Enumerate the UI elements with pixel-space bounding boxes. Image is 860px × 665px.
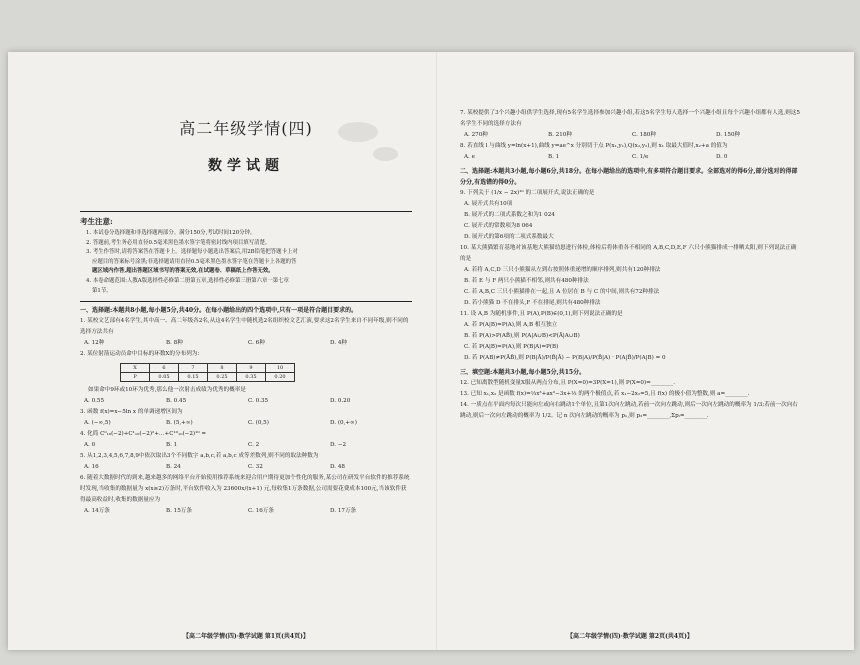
- notice-item: 3. 考生作答时,请将答案答在答题卡上。选择题每小题选出答案后,用2B铅笔把答题卡上对: [86, 249, 298, 256]
- option: A. 展开式共有10项: [464, 201, 513, 207]
- option: B. 若 P(A)>P(AB̄),则 P(A|A∪B)<P(Ā|A∪B): [464, 333, 580, 339]
- question-14: 14. 一质点在平面内每次只能向左或向右跳动1个单位,且第1次向左跳动,若前一次向左跳动,则后一次向左跳动的概率为 1/3;若前一次向右跳动,则后一次向左跳动的概率为 1/2。记 n 次向左跳动的概率为 pₙ,则 p₃=________,Σpᵢ=________.: [460, 402, 798, 419]
- table-cell: 0.25: [208, 373, 237, 382]
- question-9: 9. 下列关于 (1/x − 2x)¹⁰ 的二项展开式,说法正确的是: [460, 190, 595, 196]
- notice-divider: [80, 301, 412, 302]
- option: A. 0.55: [84, 398, 105, 405]
- page-footer: 【高二年级学情(四)·数学试题 第1页(共4页)】: [183, 633, 309, 640]
- question-3: 3. 函数 f(x)=x−5ln x 的单调递增区间为: [80, 409, 183, 416]
- section-3-heading: 三、填空题:本题共3小题,每小题5分,共15分。: [460, 369, 586, 376]
- option: A. 12种: [84, 340, 105, 347]
- table-cell: X: [121, 364, 150, 373]
- table-cell: 0.05: [150, 373, 179, 382]
- option: A. 14万条: [84, 508, 110, 515]
- notice-item: 应题目的答案标号涂黑;非选择题请用直径0.5毫米黑色墨水签字笔在答题卡上各题的答: [92, 258, 297, 265]
- question-2-text: 如果命中9环或10环为优秀,那么他一次射击成绩为优秀的概率是: [88, 387, 246, 394]
- question-2-options: [80, 396, 412, 407]
- table-row: [121, 373, 295, 382]
- option: C. 若 A,B,C 三只小熊猫排在一起,且 A 位居在 B 与 C 的中间,则共有72种排法: [464, 289, 660, 295]
- exam-title: 高二年级学情(四): [179, 119, 313, 138]
- page-2: [460, 60, 800, 642]
- option: D. 0.20: [330, 398, 351, 405]
- page-fold: [436, 52, 437, 650]
- question-10: 10. 某大熊猫繁育基地对该基地大熊猫幼崽进行体检,体检后将体重各不相同的 A,B,C,D,E,F 六只小熊猫排成一排晒太阳,则下列说法正确的是: [460, 245, 797, 262]
- option: C. 若 P(A|B)=P(A),则 P(B|A)=P(B): [464, 344, 559, 350]
- question-7: 7. 某校提供了3个兴趣小组供学生选择,现有5名学生选择参加兴趣小组,若这5名学生每人选择一个兴趣小组且每个兴趣小组都有人选,则这5名学生不同的选择方法有: [460, 110, 800, 127]
- exam-sheet: [8, 52, 854, 650]
- option: C. 0.35: [248, 398, 269, 405]
- option: C. (0,5): [248, 420, 269, 427]
- option: D. 4种: [330, 340, 347, 347]
- option: D. 若 P(AB)≠P(ĀB̄),则 P(B|Ā)/P(B̄|Ā) − P(B|A)/P(B̄|A) · P(A|B̄)/P(A|B) = 0: [464, 355, 666, 361]
- notice-heading: 考生注意:: [80, 217, 113, 226]
- option: C. 16万条: [248, 508, 274, 515]
- option: B. 若 E 与 F 两只小熊猫不相邻,则共有480种排法: [464, 278, 589, 284]
- option: C. 180种: [632, 132, 656, 138]
- table-cell: 0.15: [179, 373, 208, 382]
- question-4: 4. 化简 C⁰₁₀(−2)+C¹₁₀(−2)²+…+C¹⁰₁₀(−2)¹⁰ =: [80, 431, 207, 438]
- table-cell: P: [121, 373, 150, 382]
- option: B. 展开式的二项式系数之和为1 024: [464, 212, 555, 218]
- table-cell: 8: [208, 364, 237, 373]
- option: D. 展开式的第6项的二项式系数最大: [464, 234, 554, 240]
- option: A. e: [464, 154, 475, 160]
- notice-item: 2. 答题前,考生务必用直径0.5毫米黑色墨水签字笔将密封线内项目填写清楚。: [86, 239, 271, 246]
- option: B. 1: [548, 154, 560, 160]
- option: C. 6种: [248, 340, 265, 347]
- option: C. 2: [248, 442, 260, 449]
- question-1-options: [80, 338, 412, 349]
- option: B. 1: [166, 442, 178, 449]
- question-8: 8. 若直线 l 与曲线 y=ln(x+1),曲线 y=ae^x 分别切于点 P(x₁,y₁),Q(x₂,y₂),则 x₁ 取最大值时,x₂+a 的值为: [460, 143, 728, 149]
- question-3-options: [80, 418, 412, 429]
- option: D. 48: [330, 464, 345, 471]
- option: D. 17万条: [330, 508, 357, 515]
- option: D. −2: [330, 442, 347, 449]
- table-row: [121, 364, 295, 373]
- distribution-table: [120, 363, 295, 382]
- exam-subject: 数学试题: [208, 158, 284, 174]
- notice-item: 4. 本卷命题范围:人教A版选择性必修第二册第五章,选择性必修第三册第六章一第七章: [86, 277, 289, 284]
- table-cell: 9: [237, 364, 266, 373]
- page-footer: 【高二年级学情(四)·数学试题 第2页(共4页)】: [567, 633, 693, 640]
- section-2-heading: 二、选择题:本题共3小题,每小题6分,共18分。在每小题给出的选项中,有多项符合题目要求。全部选对的得6分,部分选对的得部分分,有选错的得0分。: [460, 168, 798, 186]
- question-12: 12. 已知离散型随机变量X服从两点分布,且 P(X=0)=3P(X=1),则 P(X=0)=________.: [460, 380, 676, 386]
- table-cell: 0.20: [266, 373, 295, 382]
- notice-item: 第1节。: [92, 287, 112, 294]
- option: B. 15万条: [166, 508, 192, 515]
- question-8-options: [460, 152, 800, 163]
- option: B. 210种: [548, 132, 572, 138]
- option: D. 150种: [716, 132, 741, 138]
- notice-item: 1. 本试卷分选择题和非选择题两部分。满分150分,考试时间120分钟。: [86, 230, 256, 236]
- table-cell: 7: [179, 364, 208, 373]
- question-6-options: [80, 506, 412, 517]
- question-2: 2. 某位射箭运动员命中目标的环数X的分布列为:: [80, 351, 200, 358]
- option: C. 32: [248, 464, 263, 471]
- question-5: 5. 从1,2,3,4,5,6,7,8,9中依次取出3个不同数字 a,b,c,若 a,b,c 成等差数列,则不同的取法种数为: [80, 453, 319, 460]
- option: A. 若将 A,C,D 三只小熊猫从左到右按照体重递增的顺序排列,则共有120种排法: [464, 267, 661, 273]
- option: A. 0: [84, 442, 96, 449]
- section-1-heading: 一、选择题:本题共8小题,每小题5分,共40分。在每小题给出的四个选项中,只有一项是符合题目要求的。: [80, 307, 358, 315]
- option: A. 若 P(A|B)=P(A),则 A,B 相互独立: [464, 322, 558, 328]
- notice-box: [80, 211, 412, 302]
- question-7-options: [460, 130, 800, 141]
- option: A. 270种: [464, 132, 488, 138]
- question-11: 11. 设 A,B 为随机事件,且 P(A),P(B)∈(0,1),则下列说法正确的是: [460, 311, 623, 317]
- option: A. 16: [84, 464, 99, 471]
- option: B. (5,+∞): [166, 420, 193, 427]
- question-1: 1. 某校文艺部有4名学生,其中高一、高二年级各2名,从这4名学生中随机选2名组织校文艺汇演,要求这2名学生来自不同年级,则不同的选择方法共有: [80, 318, 409, 336]
- table-cell: 10: [266, 364, 295, 373]
- option: C. 展开式的常数项为8 064: [464, 223, 533, 229]
- option: D. 0: [716, 154, 728, 160]
- question-5-options: [80, 462, 412, 473]
- option: B. 8种: [166, 340, 183, 347]
- option: C. 1/e: [632, 154, 649, 160]
- question-6: 6. 随着大数据时代的到来,越来越多的网络平台开始使用推荐系统来迎合用户期待更加个性化的服务,某公司在研发平台软件的推荐系统时发现,当收集的数据量为 x(x≥2)万条时,平台软件收入为 23600x/(x+1) 元,每收集1万条数据,公司需要花费成本100元,当该软件获得最高收益时,收集的数据量应为: [80, 475, 410, 504]
- option: D. (0,+∞): [330, 420, 357, 427]
- option: B. 0.45: [166, 398, 187, 405]
- table-cell: 6: [150, 364, 179, 373]
- question-4-options: [80, 440, 412, 451]
- option: B. 24: [166, 464, 181, 471]
- option: D. 若小熊猫 D 不在排头,F 不在排尾,则共有480种排法: [464, 300, 601, 306]
- option: A. (−∞,5): [84, 420, 111, 427]
- table-cell: 0.35: [237, 373, 266, 382]
- page-1: [80, 60, 412, 642]
- question-13: 13. 已知 x₁,x₂ 是函数 f(x)=⅓x³+ax²−3x+⅓ 的两个极值点,若 x₁−2x₂=5,且 f(x) 的极小值为整数,则 a=________.: [460, 391, 750, 397]
- notice-item: 题区域内作答,超出答题区域书写的答案无效,在试题卷、草稿纸上作答无效。: [92, 268, 274, 275]
